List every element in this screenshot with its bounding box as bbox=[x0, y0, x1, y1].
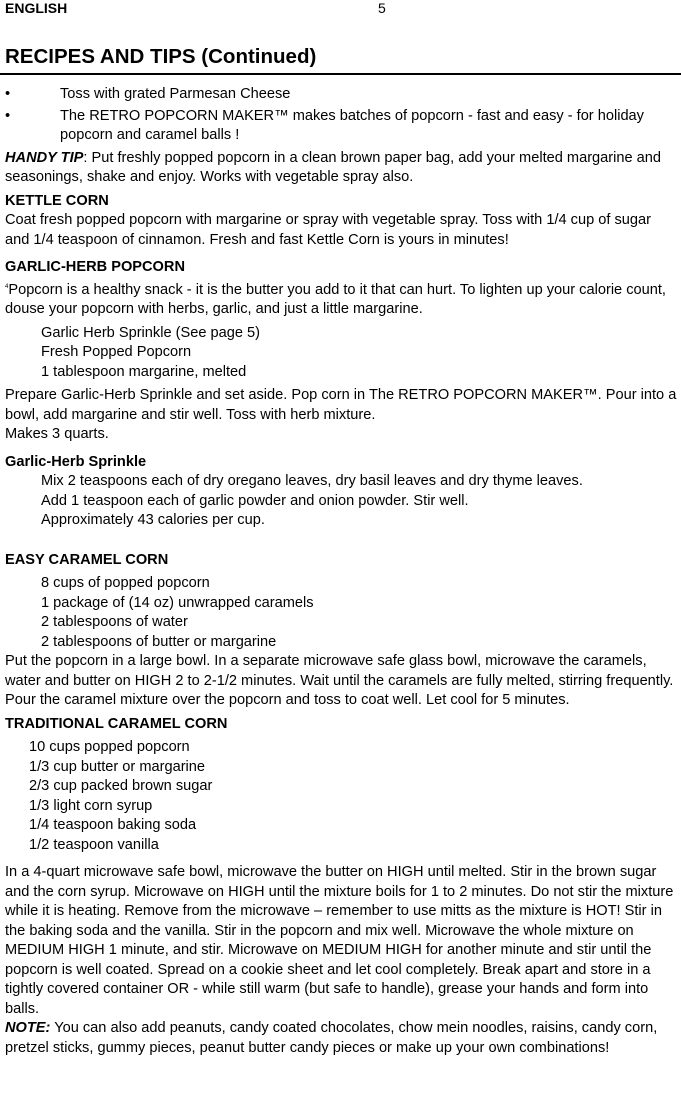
easy-caramel-directions: Put the popcorn in a large bowl. In a separate microwave safe glass bowl, microwave the caramels, water and butter on HIGH 2 to 2-1/2 minutes. Wait until the caramels are fully melted, stirring frequently. Pour the caramel mixture over the popcorn and toss to coat well. Let cool for 5 minutes. bbox=[5, 653, 674, 708]
bullet-list bbox=[5, 85, 677, 146]
bullet-marker: • bbox=[5, 107, 11, 124]
bullet-text: The RETRO POPCORN MAKER™ makes batches of popcorn - fast and easy - for holiday popcorn and caramel balls ! bbox=[60, 107, 644, 143]
ingredient-item: 2 tablespoons of butter or margarine bbox=[41, 633, 277, 650]
garlic-herb-intro-text: Popcorn is a healthy snack - it is the butter you add to it that can hurt. To lighten up your calorie count, douse your popcorn with herbs, garlic, and just a little margarine. bbox=[5, 281, 666, 317]
note-label: NOTE: bbox=[5, 1020, 51, 1036]
sprinkle-line: Approximately 43 calories per cup. bbox=[41, 512, 265, 528]
traditional-caramel-heading: TRADITIONAL CARAMEL CORN bbox=[5, 715, 228, 732]
language-label: ENGLISH bbox=[5, 0, 68, 16]
title-divider bbox=[0, 73, 681, 75]
garlic-herb-intro bbox=[5, 278, 677, 320]
garlic-herb-ingredients bbox=[5, 324, 677, 383]
sprinkle-line: Mix 2 teaspoons each of dry oregano leaves, dry basil leaves and dry thyme leaves. bbox=[41, 473, 583, 489]
easy-caramel-heading: EASY CARAMEL CORN bbox=[5, 551, 169, 568]
garlic-herb-heading: GARLIC-HERB POPCORN bbox=[5, 259, 185, 275]
garlic-herb-directions: Prepare Garlic-Herb Sprinkle and set aside. Pop corn in The RETRO POPCORN MAKER™. Pour into a bowl, add margarine and stir well. Toss with herb mixture. bbox=[5, 387, 677, 423]
ingredient-item: 2/3 cup packed brown sugar bbox=[29, 778, 213, 794]
page-title: RECIPES AND TIPS (Continued) bbox=[5, 45, 317, 68]
traditional-caramel-directions: In a 4-quart microwave safe bowl, microwave the butter on HIGH until melted. Stir in the brown sugar and the corn syrup. Microwave on HIGH until the mixture boils for 1 to 2 minutes. Do not stir the mixture while it is heating. Remove from the microwave – remember to use mitts as the mixture is HOT! Stir in the baking soda and the vanilla. Stir in the popcorn and mix well. Microwave the whole mixture on MEDIUM HIGH 1 minute, and stir. Microwave on MEDIUM HIGH for another minute and stir until the popcorn is well coated. Spread on a cookie sheet and let cool completely. Break apart and store in a tightly covered container OR - while still warm (but safe to handle), grease your hands and form into balls. bbox=[5, 864, 674, 1017]
kettle-corn-text: Coat fresh popped popcorn with margarine or spray with vegetable spray. Toss with 1/4 cup of sugar and 1/4 teaspoon of cinnamon. Fresh and fast Kettle Corn is yours in minutes! bbox=[5, 212, 651, 248]
note bbox=[5, 1019, 677, 1058]
bullet-marker: • bbox=[5, 86, 11, 102]
kettle-corn-heading: KETTLE CORN bbox=[5, 192, 109, 209]
ingredient-item: 1 tablespoon margarine, melted bbox=[41, 363, 247, 380]
list-item bbox=[5, 85, 677, 105]
ingredient-item: 1/4 teaspoon baking soda bbox=[29, 817, 197, 833]
sprinkle-heading: Garlic-Herb Sprinkle bbox=[5, 453, 147, 470]
ingredient-item: 1 package of (14 oz) unwrapped caramels bbox=[41, 594, 314, 611]
page-header bbox=[5, 0, 677, 18]
handy-tip bbox=[5, 149, 677, 188]
ingredient-item: 2 tablespoons of water bbox=[41, 614, 188, 630]
footnote-marker: 4 bbox=[5, 283, 9, 290]
garlic-herb-yield: Makes 3 quarts. bbox=[5, 426, 109, 442]
handy-tip-text: : Put freshly popped popcorn in a clean brown paper bag, add your melted margarine and seasonings, shake and enjoy. Works with vegetable spray also. bbox=[5, 149, 662, 185]
ingredient-item: 1/2 teaspoon vanilla bbox=[29, 836, 159, 853]
sprinkle-line: Add 1 teaspoon each of garlic powder and onion powder. Stir well. bbox=[41, 492, 469, 509]
ingredient-item: Garlic Herb Sprinkle (See page 5) bbox=[41, 324, 261, 341]
ingredient-item: 10 cups popped popcorn bbox=[29, 739, 190, 755]
page-number: 5 bbox=[378, 0, 386, 16]
note-text: You can also add peanuts, candy coated chocolates, chow mein noodles, raisins, candy corn, pretzel sticks, gummy pieces, peanut butter candy pieces or make up your own combinations! bbox=[5, 1020, 658, 1056]
document-page bbox=[5, 0, 677, 1058]
ingredient-item: 1/3 light corn syrup bbox=[29, 797, 153, 814]
handy-tip-label: HANDY TIP bbox=[5, 149, 84, 166]
bullet-text: Toss with grated Parmesan Cheese bbox=[60, 86, 291, 102]
ingredient-item: Fresh Popped Popcorn bbox=[41, 344, 192, 360]
sprinkle-lines bbox=[5, 472, 677, 531]
ingredient-item: 1/3 cup butter or margarine bbox=[29, 758, 206, 775]
traditional-caramel-ingredients bbox=[5, 738, 677, 855]
ingredient-item: 8 cups of popped popcorn bbox=[41, 575, 210, 591]
easy-caramel-ingredients bbox=[5, 574, 677, 652]
list-item bbox=[5, 107, 677, 146]
